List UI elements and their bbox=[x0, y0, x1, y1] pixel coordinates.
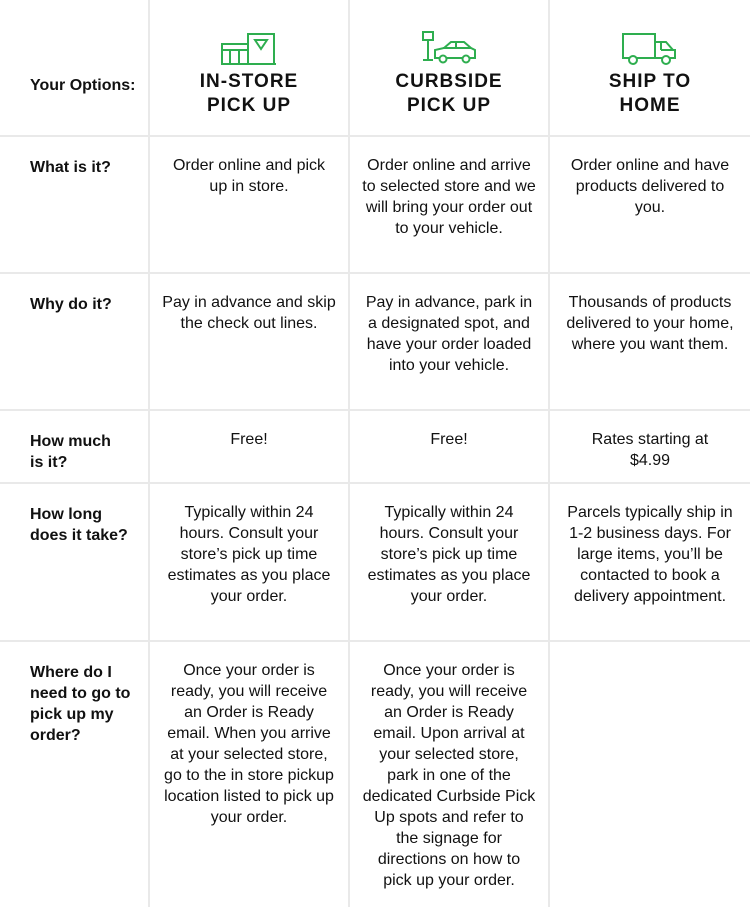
table-cell bbox=[550, 484, 750, 642]
row-label-cell bbox=[0, 274, 150, 411]
cell-why-instore: Pay in advance and skip the check out lines. bbox=[162, 294, 336, 332]
cell-what-curbside: Order online and arrive to selected store and we will bring your order out to your vehicle. bbox=[362, 157, 536, 237]
cell-where-curbside: Once your order is ready, you will receive an Order is Ready email. Upon arrival at your selected store, park in one of the dedicated Curbside Pick Up spots and refer to the signage for directions on how to pick up your order. bbox=[362, 662, 536, 889]
row-label-cell bbox=[0, 484, 150, 642]
header-cell-instore bbox=[150, 0, 350, 137]
cell-where-instore: Once your order is ready, you will receive an Order is Ready email. When you arrive at your selected store, go to the in store pickup location listed to pick up your order. bbox=[164, 662, 334, 826]
table-cell bbox=[350, 484, 550, 642]
table-cell bbox=[550, 411, 750, 484]
header-cell-ship bbox=[550, 0, 750, 137]
cell-why-curbside: Pay in advance, park in a designated spot, and have your order loaded into your vehicle. bbox=[365, 294, 533, 374]
truck-icon bbox=[550, 30, 750, 66]
row-label-time: How long does it take? bbox=[30, 506, 128, 544]
row-label-cell bbox=[0, 411, 150, 484]
car-pickup-icon bbox=[350, 30, 548, 66]
cell-what-ship: Order online and have products delivered to you. bbox=[570, 157, 730, 216]
table-cell bbox=[550, 137, 750, 274]
row-label-cell bbox=[0, 137, 150, 274]
column-title-ship: SHIP TO HOME bbox=[608, 71, 692, 116]
cell-time-instore: Typically within 24 hours. Consult your store’s pick up time estimates as you place your order. bbox=[167, 504, 331, 605]
table-cell bbox=[350, 642, 550, 907]
table-cell bbox=[550, 274, 750, 411]
cell-where-ship bbox=[550, 642, 750, 660]
cell-time-ship: Parcels typically ship in 1-2 business days. For large items, you’ll be contacted to book a delivery appointment. bbox=[567, 504, 733, 605]
options-label: Your Options: bbox=[30, 77, 136, 94]
row-label-cell bbox=[0, 642, 150, 907]
table-cell bbox=[550, 642, 750, 907]
table-cell bbox=[150, 411, 350, 484]
cell-cost-instore: Free! bbox=[230, 431, 268, 448]
table-cell bbox=[350, 137, 550, 274]
cell-time-curbside: Typically within 24 hours. Consult your store’s pick up time estimates as you place your order. bbox=[367, 504, 531, 605]
table-cell bbox=[150, 137, 350, 274]
table-cell bbox=[150, 484, 350, 642]
cell-cost-curbside: Free! bbox=[430, 431, 468, 448]
row-label-why: Why do it? bbox=[30, 296, 112, 313]
store-icon bbox=[150, 30, 348, 66]
header-cell-curbside bbox=[350, 0, 550, 137]
row-label-what: What is it? bbox=[30, 159, 111, 176]
column-title-curbside: CURBSIDE PICK UP bbox=[395, 71, 503, 116]
cell-why-ship: Thousands of products delivered to your home, where you want them. bbox=[566, 294, 734, 353]
header-cell-options bbox=[0, 0, 150, 137]
table-cell bbox=[150, 274, 350, 411]
cell-cost-ship: Rates starting at $4.99 bbox=[591, 431, 709, 469]
row-label-cost: How much is it? bbox=[30, 433, 111, 471]
table-cell bbox=[350, 411, 550, 484]
table-cell bbox=[150, 642, 350, 907]
table-cell bbox=[350, 274, 550, 411]
column-title-instore: IN-STORE PICK UP bbox=[199, 71, 299, 116]
row-label-where: Where do I need to go to pick up my order? bbox=[30, 664, 131, 744]
cell-what-instore: Order online and pick up in store. bbox=[172, 157, 326, 195]
